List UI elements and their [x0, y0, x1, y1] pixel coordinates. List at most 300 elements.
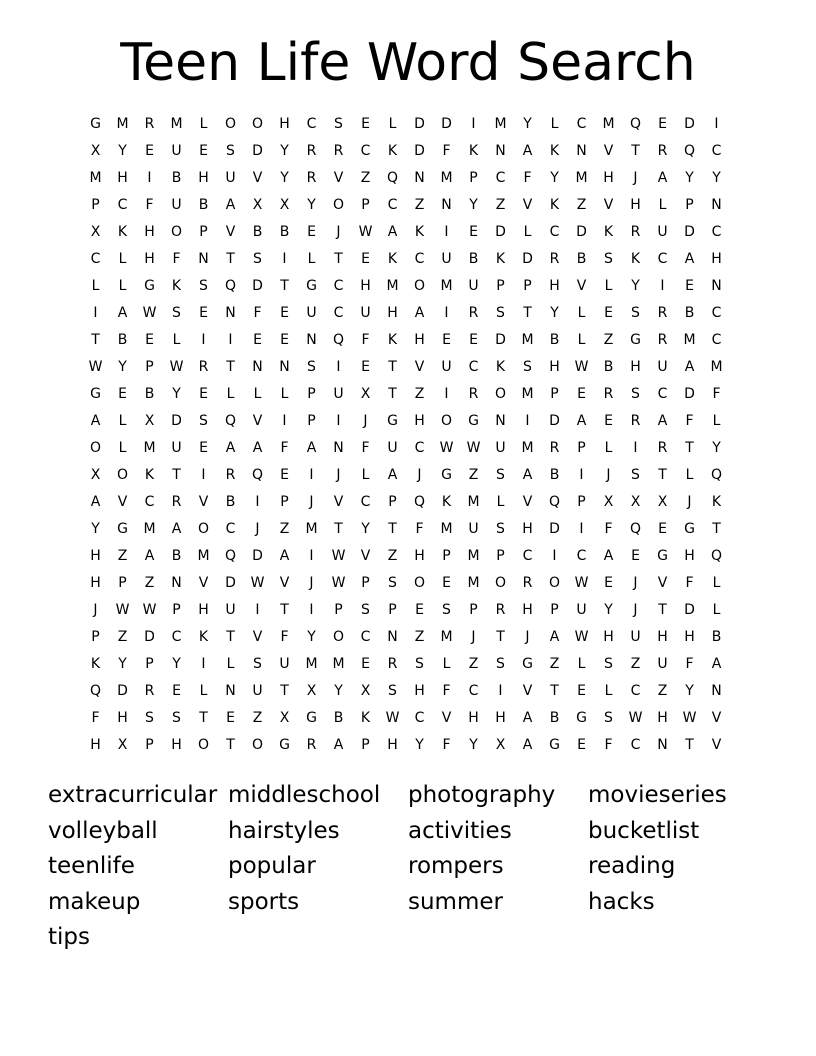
- grid-letter: R: [603, 386, 614, 402]
- grid-letter: H: [495, 710, 506, 726]
- grid-letter: Z: [576, 197, 587, 213]
- grid-letter: S: [631, 386, 640, 402]
- grid-letter: C: [549, 224, 560, 240]
- grid-letter: P: [550, 386, 559, 402]
- grid-letter: R: [225, 467, 236, 483]
- grid-letter: K: [495, 251, 506, 267]
- grid-letter: S: [496, 467, 505, 483]
- grid-letter: V: [522, 197, 533, 213]
- grid-letter: M: [467, 575, 480, 591]
- grid-letter: B: [603, 359, 614, 375]
- grid-letter: V: [333, 170, 344, 186]
- grid-letter: G: [144, 278, 155, 294]
- grid-letter: R: [306, 143, 317, 159]
- grid-letter: A: [387, 467, 398, 483]
- grid-letter: K: [90, 656, 101, 672]
- grid-letter: L: [307, 251, 316, 267]
- grid-letter: L: [118, 251, 127, 267]
- grid-letter: M: [170, 116, 183, 132]
- grid-letter: D: [441, 116, 452, 132]
- grid-letter: F: [361, 332, 370, 348]
- grid-letter: W: [115, 602, 130, 618]
- grid-letter: V: [225, 224, 236, 240]
- grid-letter: J: [309, 494, 314, 510]
- grid-letter: T: [685, 440, 694, 456]
- grid-letter: Q: [386, 170, 399, 186]
- grid-letter: L: [577, 332, 586, 348]
- grid-letter: C: [90, 251, 101, 267]
- grid-letter: A: [279, 548, 290, 564]
- grid-letter: H: [144, 224, 155, 240]
- grid-letter: P: [550, 602, 559, 618]
- grid-letter: A: [225, 440, 236, 456]
- grid-letter: M: [332, 656, 345, 672]
- grid-letter: C: [225, 521, 236, 537]
- grid-letter: U: [225, 602, 236, 618]
- grid-letter: G: [684, 521, 695, 537]
- grid-letter: Y: [415, 737, 424, 753]
- grid-letter: T: [523, 305, 532, 321]
- grid-letter: H: [90, 575, 101, 591]
- grid-letter: H: [117, 170, 128, 186]
- grid-letter: L: [523, 224, 532, 240]
- grid-letter: T: [631, 143, 640, 159]
- grid-letter: T: [226, 629, 235, 645]
- grid-letter: R: [522, 575, 533, 591]
- grid-letter: C: [468, 359, 479, 375]
- grid-letter: A: [522, 710, 533, 726]
- grid-letter: M: [197, 548, 210, 564]
- grid-letter: N: [711, 683, 722, 699]
- grid-letter: L: [118, 413, 127, 429]
- grid-letter: Z: [603, 332, 614, 348]
- grid-letter: O: [251, 116, 264, 132]
- grid-letter: W: [250, 575, 265, 591]
- grid-letter: Q: [224, 548, 237, 564]
- grid-letter: O: [116, 467, 129, 483]
- grid-letter: Q: [710, 548, 723, 564]
- grid-letter: Z: [495, 197, 506, 213]
- grid-letter: G: [306, 710, 317, 726]
- grid-letter: H: [387, 737, 398, 753]
- grid-letter: Z: [360, 170, 371, 186]
- word-list-item: movieseries: [588, 782, 727, 808]
- grid-letter: C: [333, 278, 344, 294]
- grid-letter: A: [225, 197, 236, 213]
- grid-letter: K: [603, 224, 614, 240]
- grid-letter: A: [684, 251, 695, 267]
- grid-letter: K: [414, 224, 425, 240]
- grid-letter: S: [172, 305, 181, 321]
- grid-letter: C: [360, 143, 371, 159]
- grid-letter: E: [361, 359, 370, 375]
- page-title: Teen Life Word Search: [120, 33, 696, 93]
- grid-letter: O: [332, 629, 345, 645]
- grid-letter: N: [198, 251, 209, 267]
- grid-letter: Z: [414, 629, 425, 645]
- grid-letter: S: [415, 656, 424, 672]
- grid-letter: M: [116, 116, 129, 132]
- grid-letter: I: [309, 602, 314, 618]
- grid-letter: A: [144, 548, 155, 564]
- grid-letter: E: [361, 656, 370, 672]
- grid-letter: Q: [89, 683, 102, 699]
- grid-letter: R: [549, 251, 560, 267]
- grid-letter: E: [199, 143, 208, 159]
- grid-letter: M: [521, 332, 534, 348]
- grid-letter: Y: [361, 521, 370, 537]
- grid-letter: D: [549, 413, 560, 429]
- grid-letter: B: [576, 251, 587, 267]
- grid-letter: E: [604, 575, 613, 591]
- grid-letter: C: [630, 683, 641, 699]
- grid-letter: T: [550, 683, 559, 699]
- grid-letter: P: [469, 602, 478, 618]
- grid-letter: C: [414, 440, 425, 456]
- grid-letter: C: [387, 197, 398, 213]
- grid-letter: V: [441, 710, 452, 726]
- grid-letter: I: [309, 548, 314, 564]
- grid-letter: C: [711, 143, 722, 159]
- grid-letter: L: [118, 440, 127, 456]
- grid-letter: B: [252, 224, 263, 240]
- grid-letter: M: [467, 494, 480, 510]
- grid-letter: Z: [252, 710, 263, 726]
- grid-letter: L: [577, 305, 586, 321]
- grid-letter: H: [279, 116, 290, 132]
- grid-letter: W: [169, 359, 184, 375]
- grid-letter: A: [117, 305, 128, 321]
- grid-letter: B: [549, 467, 560, 483]
- grid-letter: M: [440, 521, 453, 537]
- grid-letter: H: [198, 170, 209, 186]
- grid-letter: S: [388, 575, 397, 591]
- grid-letter: T: [280, 278, 289, 294]
- grid-letter: C: [333, 305, 344, 321]
- grid-letter: R: [198, 359, 209, 375]
- grid-letter: Q: [548, 494, 561, 510]
- grid-letter: N: [387, 629, 398, 645]
- grid-letter: F: [91, 710, 100, 726]
- grid-letter: R: [306, 737, 317, 753]
- grid-letter: X: [657, 494, 668, 510]
- grid-letter: U: [441, 359, 452, 375]
- grid-letter: P: [469, 170, 478, 186]
- word-list-item: hairstyles: [228, 817, 340, 844]
- grid-letter: V: [522, 494, 533, 510]
- grid-letter: N: [711, 278, 722, 294]
- grid-letter: G: [522, 656, 533, 672]
- grid-letter: E: [361, 251, 370, 267]
- grid-letter: S: [226, 143, 235, 159]
- grid-letter: I: [660, 278, 665, 294]
- grid-letter: J: [525, 629, 530, 645]
- grid-letter: Y: [523, 116, 532, 132]
- grid-letter: F: [253, 305, 262, 321]
- grid-letter: P: [307, 386, 316, 402]
- grid-letter: E: [226, 710, 235, 726]
- grid-letter: X: [90, 467, 101, 483]
- grid-letter: U: [360, 305, 371, 321]
- grid-letter: H: [414, 683, 425, 699]
- grid-letter: A: [90, 413, 101, 429]
- grid-letter: V: [522, 683, 533, 699]
- word-list-item: popular: [228, 853, 316, 879]
- grid-letter: E: [145, 143, 154, 159]
- grid-letter: C: [468, 683, 479, 699]
- grid-letter: R: [630, 224, 641, 240]
- grid-letter: A: [522, 467, 533, 483]
- grid-letter: P: [280, 494, 289, 510]
- grid-letter: M: [305, 521, 318, 537]
- grid-letter: Z: [414, 386, 425, 402]
- grid-letter: C: [522, 548, 533, 564]
- grid-letter: V: [360, 548, 371, 564]
- grid-letter: Y: [307, 629, 316, 645]
- grid-letter: O: [197, 521, 210, 537]
- grid-letter: W: [574, 575, 589, 591]
- grid-letter: U: [657, 656, 668, 672]
- grid-letter: G: [657, 548, 668, 564]
- grid-letter: A: [549, 629, 560, 645]
- grid-letter: L: [226, 386, 235, 402]
- grid-letter: W: [88, 359, 103, 375]
- grid-letter: W: [682, 710, 697, 726]
- grid-letter: U: [468, 278, 479, 294]
- grid-letter: X: [144, 413, 155, 429]
- grid-letter: Q: [332, 332, 345, 348]
- grid-letter: F: [145, 197, 154, 213]
- grid-letter: P: [361, 197, 370, 213]
- grid-letter: A: [522, 143, 533, 159]
- grid-letter: F: [280, 629, 289, 645]
- grid-letter: E: [577, 683, 586, 699]
- grid-letter: L: [118, 278, 127, 294]
- grid-letter: F: [442, 737, 451, 753]
- grid-letter: C: [657, 386, 668, 402]
- grid-letter: V: [576, 278, 587, 294]
- grid-letter: Y: [172, 386, 181, 402]
- word-list-item: volleyball: [48, 817, 158, 844]
- grid-letter: C: [711, 305, 722, 321]
- grid-letter: H: [630, 359, 641, 375]
- grid-letter: B: [549, 332, 560, 348]
- grid-letter: E: [280, 305, 289, 321]
- grid-letter: F: [442, 143, 451, 159]
- grid-letter: E: [658, 521, 667, 537]
- grid-letter: L: [604, 278, 613, 294]
- grid-letter: L: [442, 656, 451, 672]
- word-list-item: activities: [408, 817, 512, 844]
- grid-letter: M: [143, 521, 156, 537]
- grid-letter: E: [118, 386, 127, 402]
- grid-letter: C: [657, 251, 668, 267]
- grid-letter: J: [336, 467, 341, 483]
- grid-letter: H: [171, 737, 182, 753]
- grid-letter: T: [334, 521, 343, 537]
- grid-letter: W: [574, 629, 589, 645]
- grid-letter: Y: [712, 170, 721, 186]
- grid-letter: A: [90, 494, 101, 510]
- grid-letter: V: [279, 575, 290, 591]
- grid-letter: P: [199, 224, 208, 240]
- grid-letter: X: [90, 143, 101, 159]
- grid-letter: Z: [117, 629, 128, 645]
- grid-letter: Y: [631, 278, 640, 294]
- grid-letter: C: [495, 170, 506, 186]
- grid-letter: Z: [657, 683, 668, 699]
- grid-letter: B: [468, 251, 479, 267]
- grid-letter: E: [361, 116, 370, 132]
- grid-letter: L: [712, 575, 721, 591]
- grid-letter: X: [360, 386, 371, 402]
- grid-letter: S: [334, 116, 343, 132]
- grid-letter: I: [336, 359, 341, 375]
- grid-letter: P: [91, 629, 100, 645]
- grid-letter: Z: [387, 548, 398, 564]
- grid-letter: R: [387, 656, 398, 672]
- grid-letter: K: [387, 143, 398, 159]
- grid-letter: D: [495, 224, 506, 240]
- grid-letter: K: [117, 224, 128, 240]
- grid-letter: Y: [550, 170, 559, 186]
- grid-letter: L: [199, 683, 208, 699]
- grid-letter: P: [577, 440, 586, 456]
- grid-letter: C: [360, 629, 371, 645]
- grid-letter: N: [495, 143, 506, 159]
- grid-letter: K: [360, 710, 371, 726]
- grid-letter: E: [199, 305, 208, 321]
- grid-letter: I: [444, 305, 449, 321]
- grid-letter: E: [469, 332, 478, 348]
- grid-letter: D: [414, 143, 425, 159]
- grid-letter: W: [439, 440, 454, 456]
- grid-letter: K: [441, 494, 452, 510]
- grid-letter: M: [440, 629, 453, 645]
- grid-letter: T: [280, 683, 289, 699]
- word-list-item: middleschool: [228, 782, 381, 808]
- word-list-item: reading: [588, 853, 676, 879]
- grid-letter: X: [279, 710, 290, 726]
- word-list-item: hacks: [588, 888, 655, 915]
- grid-letter: U: [333, 386, 344, 402]
- grid-letter: M: [143, 440, 156, 456]
- grid-letter: M: [683, 332, 696, 348]
- grid-letter: X: [603, 494, 614, 510]
- grid-letter: Q: [629, 521, 642, 537]
- grid-letter: S: [604, 251, 613, 267]
- grid-letter: F: [685, 575, 694, 591]
- grid-letter: D: [225, 575, 236, 591]
- grid-letter: I: [255, 494, 260, 510]
- grid-letter: L: [658, 197, 667, 213]
- grid-letter: M: [467, 548, 480, 564]
- grid-letter: L: [172, 332, 181, 348]
- grid-letter: O: [170, 224, 183, 240]
- grid-letter: M: [521, 386, 534, 402]
- grid-letter: L: [604, 440, 613, 456]
- grid-letter: D: [495, 332, 506, 348]
- grid-letter: B: [171, 548, 182, 564]
- grid-letter: H: [603, 170, 614, 186]
- word-list-item: bucketlist: [588, 817, 700, 844]
- grid-letter: X: [252, 197, 263, 213]
- grid-letter: E: [307, 224, 316, 240]
- grid-letter: Y: [280, 143, 289, 159]
- grid-letter: N: [711, 197, 722, 213]
- grid-letter: P: [145, 359, 154, 375]
- grid-letter: O: [413, 278, 426, 294]
- grid-letter: O: [494, 386, 507, 402]
- grid-letter: S: [253, 251, 262, 267]
- grid-letter: V: [117, 494, 128, 510]
- grid-letter: R: [657, 143, 668, 159]
- grid-letter: I: [336, 413, 341, 429]
- grid-letter: B: [711, 629, 722, 645]
- grid-letter: H: [684, 629, 695, 645]
- grid-letter: P: [685, 197, 694, 213]
- grid-letter: H: [414, 413, 425, 429]
- grid-letter: Y: [118, 656, 127, 672]
- grid-letter: I: [552, 548, 557, 564]
- grid-letter: N: [414, 170, 425, 186]
- grid-letter: R: [468, 386, 479, 402]
- grid-letter: G: [441, 467, 452, 483]
- grid-letter: O: [548, 575, 561, 591]
- grid-letter: H: [657, 710, 668, 726]
- grid-letter: B: [225, 494, 236, 510]
- grid-letter: I: [444, 224, 449, 240]
- grid-letter: P: [307, 413, 316, 429]
- grid-letter: T: [712, 521, 721, 537]
- grid-letter: U: [441, 251, 452, 267]
- grid-letter: Q: [251, 467, 264, 483]
- grid-letter: F: [604, 521, 613, 537]
- grid-letter: Z: [468, 656, 479, 672]
- grid-letter: X: [495, 737, 506, 753]
- grid-letter: I: [309, 467, 314, 483]
- grid-letter: H: [657, 629, 668, 645]
- grid-letter: S: [496, 305, 505, 321]
- grid-letter: G: [576, 710, 587, 726]
- grid-letter: R: [144, 116, 155, 132]
- grid-letter: T: [658, 602, 667, 618]
- grid-letter: O: [224, 116, 237, 132]
- grid-letter: P: [172, 602, 181, 618]
- grid-letter: L: [253, 386, 262, 402]
- grid-letter: L: [685, 467, 694, 483]
- grid-letter: V: [252, 413, 263, 429]
- grid-letter: K: [387, 332, 398, 348]
- grid-letter: J: [417, 467, 422, 483]
- grid-letter: H: [414, 332, 425, 348]
- grid-letter: B: [117, 332, 128, 348]
- grid-letter: D: [576, 224, 587, 240]
- word-list-item: extracurricular: [48, 782, 218, 808]
- grid-letter: L: [712, 602, 721, 618]
- grid-letter: P: [361, 737, 370, 753]
- word-list-item: rompers: [408, 853, 504, 879]
- grid-letter: Y: [91, 521, 100, 537]
- grid-letter: L: [226, 656, 235, 672]
- grid-letter: R: [657, 305, 668, 321]
- grid-letter: I: [714, 116, 719, 132]
- grid-letter: S: [388, 683, 397, 699]
- grid-letter: S: [442, 602, 451, 618]
- grid-letter: W: [574, 359, 589, 375]
- grid-letter: L: [361, 467, 370, 483]
- word-list-item: tips: [48, 924, 90, 950]
